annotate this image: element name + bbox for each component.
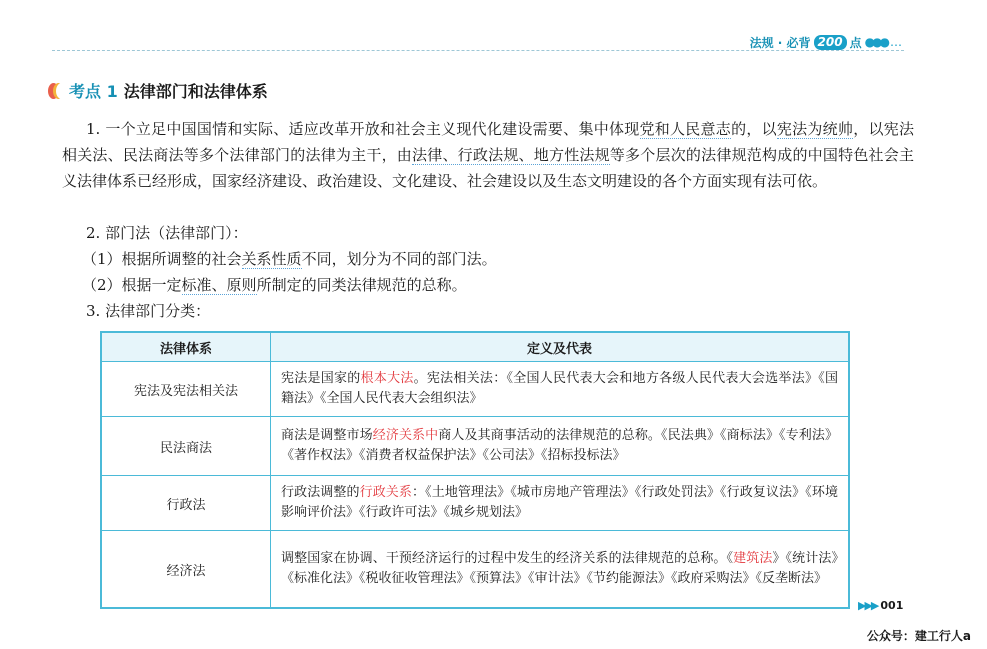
- paragraph-5: 3. 法律部门分类：: [86, 302, 211, 320]
- table-header-cell: 法律体系: [101, 332, 271, 362]
- highlight-term: 经济关系中: [372, 428, 439, 443]
- table-row: [101, 362, 849, 417]
- header-dots-icon: ●●●: [864, 35, 887, 49]
- table-header-row: [101, 332, 849, 362]
- header-prefix: 法规 · 必背: [749, 35, 811, 50]
- table-cell-definition: 调整国家在协调、干预经济运行的过程中发生的经济关系的法律规范的总称。《建筑法》《统计法》《标准化法》《税收征收管理法》《预算法》《审计法》《节约能源法》《政府采购法》《反垄断法》: [271, 531, 850, 609]
- underlined-term: 关系性质: [241, 250, 302, 268]
- paragraph-2: 2. 部门法（法律部门）：: [86, 224, 248, 242]
- underlined-term: 法律、行政法规、地方性法规: [412, 146, 610, 164]
- highlight-term: 根本大法: [360, 371, 414, 386]
- paragraph-4: （2）根据一定标准、原则所制定的同类法律规范的总称。: [82, 276, 467, 294]
- table-row: [101, 531, 849, 609]
- table-header-cell: 定义及代表: [271, 332, 850, 362]
- header-number-badge: 200: [814, 35, 847, 50]
- topic-label: 考点 1: [69, 82, 118, 101]
- header-tail: …: [890, 35, 902, 49]
- triple-arrow-icon: ▶▶▶: [858, 599, 878, 612]
- table-cell-name: 行政法: [101, 476, 271, 531]
- table-row: [101, 417, 849, 476]
- table-row: [101, 476, 849, 531]
- highlight-term: 行政关系: [359, 485, 413, 500]
- table-cell-name: 宪法及宪法相关法: [101, 362, 271, 417]
- topic-title: 法律部门和法律体系: [123, 82, 268, 101]
- underlined-term: 宪法为统帅: [776, 120, 854, 138]
- law-category-table: [100, 331, 850, 609]
- crescent-icon: [48, 82, 64, 100]
- topic-heading: [48, 79, 268, 102]
- table-cell-definition: 行政法调整的行政关系：《土地管理法》《城市房地产管理法》《行政处罚法》《行政复议法》《环境影响评价法》《行政许可法》《城乡规划法》: [271, 476, 850, 531]
- table-cell-definition: 宪法是国家的根本大法。宪法相关法：《全国人民代表大会和地方各级人民代表大会选举法》《国籍法》《全国人民代表大会组织法》: [271, 362, 850, 417]
- underlined-term: 党和人民意志: [639, 120, 732, 138]
- paragraph-3: （1）根据所调整的社会关系性质不同，划分为不同的部门法。: [82, 250, 497, 268]
- watermark-account: 公众号：建工行人a: [866, 629, 971, 643]
- running-header: [750, 33, 902, 51]
- header-suffix: 点: [849, 35, 862, 50]
- page-number-text: 001: [880, 599, 904, 612]
- underlined-term: 标准、原则: [181, 276, 257, 294]
- table-cell-definition: 商法是调整市场经济关系中商人及其商事活动的法律规范的总称。《民法典》《商标法》《专利法》《著作权法》《消费者权益保护法》《公司法》《招标投标法》: [271, 417, 850, 476]
- page-number: [858, 599, 903, 612]
- table-cell-name: 民法商法: [101, 417, 271, 476]
- highlight-term: 建筑法: [733, 551, 773, 566]
- paragraph-1: 1. 一个立足中国国情和实际、适应改革开放和社会主义现代化建设需要、集中体现党和人民意志的，以宪法为统帅，以宪法相关法、民法商法等多个法律部门的法律为主干，由法律、行政法规、地方性法规等多个层次的法律规范构成的中国特色社会主义法律体系已经形成，国家经济建设、政治建设、文化建设、社会建设以及生态文明建设的各个方面实现有法可依。: [62, 120, 914, 190]
- table-cell-name: 经济法: [101, 531, 271, 609]
